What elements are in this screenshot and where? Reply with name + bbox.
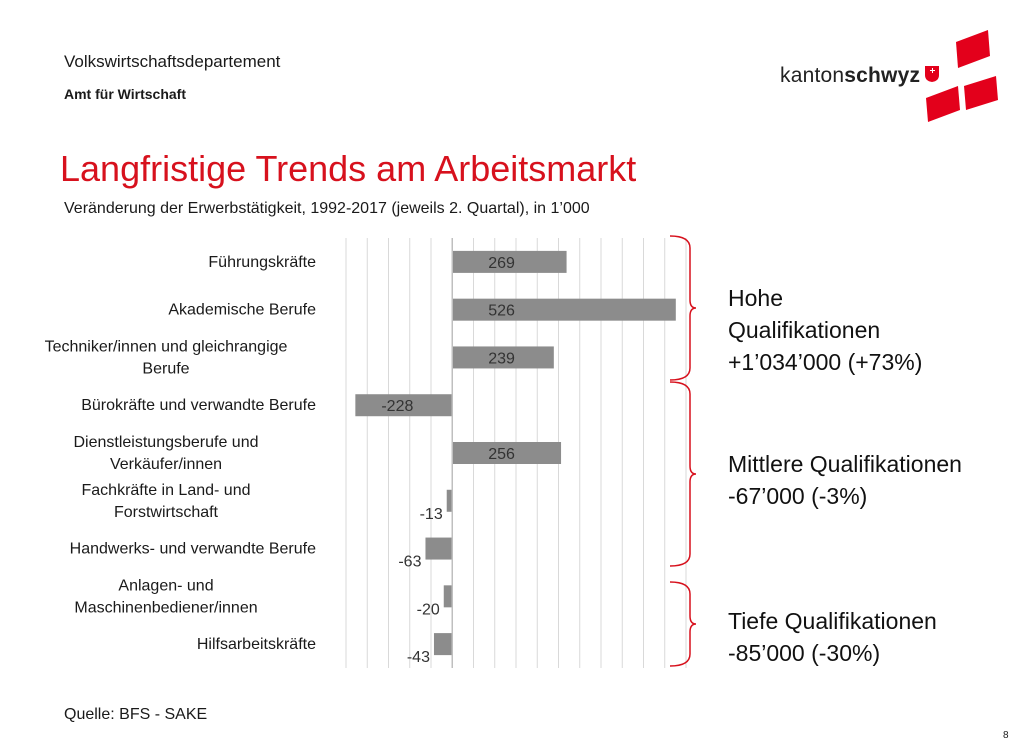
group-low-qualifications xyxy=(728,605,937,669)
category-label: Bürokräfte und verwandte Berufe xyxy=(81,397,316,415)
data-label: 239 xyxy=(488,350,515,368)
category-label: Berufe xyxy=(142,360,190,378)
category-label: Führungskräfte xyxy=(208,253,316,271)
category-label: Dienstleistungsberufe und xyxy=(73,434,259,451)
data-label: -228 xyxy=(381,398,414,416)
bar xyxy=(452,299,676,321)
group-line: Tiefe Qualifikationen xyxy=(728,608,937,634)
category-label: Akademische Berufe xyxy=(168,301,316,319)
group-line: +1’034’000 (+73%) xyxy=(728,349,923,375)
category-label: Maschinenbediener/innen xyxy=(74,599,258,617)
group-line: -85’000 (-30%) xyxy=(728,640,881,666)
office-name: Amt für Wirtschaft xyxy=(64,86,186,102)
bar xyxy=(425,538,452,560)
data-label: -43 xyxy=(406,649,430,667)
group-medium-qualifications xyxy=(728,448,962,512)
category-label: Techniker/innen und gleichrangige xyxy=(44,338,288,356)
logo-wordmark: kantonschwyz xyxy=(780,64,921,87)
bracket-low xyxy=(670,582,696,666)
bracket-medium xyxy=(670,382,696,566)
page-number: 8 xyxy=(1003,730,1009,741)
department-name: Volkswirtschaftsdepartement xyxy=(64,52,281,71)
category-label: Verkäufer/innen xyxy=(109,456,223,473)
bar xyxy=(434,633,452,655)
source-note: Quelle: BFS - SAKE xyxy=(64,706,208,723)
category-label: Anlagen- und xyxy=(118,577,214,595)
kanton-schwyz-logo xyxy=(780,28,1000,128)
data-label: 256 xyxy=(488,446,515,463)
data-label: 269 xyxy=(488,254,515,272)
data-label: -63 xyxy=(398,553,422,571)
group-line: -67’000 (-3%) xyxy=(728,483,868,509)
group-line: Mittlere Qualifikationen xyxy=(728,451,962,477)
category-label: Forstwirtschaft xyxy=(113,503,219,521)
logo-red-squares xyxy=(920,28,1000,128)
group-high-qualifications xyxy=(728,282,922,378)
group-line: Hohe xyxy=(728,285,783,311)
category-label: Fachkräfte in Land- und xyxy=(81,481,251,499)
data-label: 526 xyxy=(488,302,515,320)
page-subtitle: Veränderung der Erwerbstätigkeit, 1992-2017 (jeweils 2. Quartal), in 1’000 xyxy=(64,200,590,217)
category-label: Handwerks- und verwandte Berufe xyxy=(69,540,316,558)
page-title: Langfristige Trends am Arbeitsmarkt xyxy=(60,148,637,189)
bar xyxy=(447,490,453,512)
data-label: -20 xyxy=(416,601,440,619)
group-line: Qualifikationen xyxy=(728,317,881,343)
category-label: Hilfsarbeitskräfte xyxy=(196,636,316,654)
data-label: -13 xyxy=(419,505,443,523)
bar xyxy=(444,585,453,607)
